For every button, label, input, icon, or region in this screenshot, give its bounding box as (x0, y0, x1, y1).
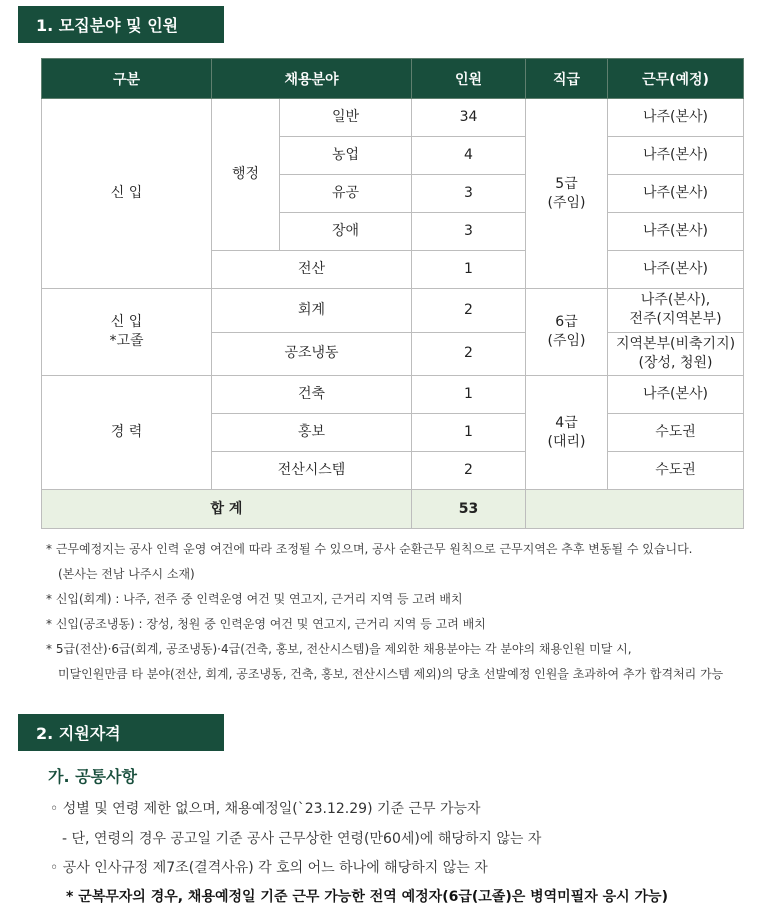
recruitment-table (41, 58, 744, 529)
location-cell: 나주(본사) (608, 251, 744, 289)
header-field: 채용분야 (212, 59, 412, 99)
field-cell: 전산 (212, 251, 412, 289)
total-label: 합 계 (42, 490, 412, 529)
location-cell: 나주(본사) (608, 213, 744, 251)
section-2-title-text: 2. 지원자격 (36, 724, 121, 743)
common-requirements-title: 가. 공통사항 (48, 767, 137, 786)
header-count: 인원 (412, 59, 526, 99)
group-new-hire: 신 입 (42, 99, 212, 289)
count-cell: 1 (412, 414, 526, 452)
count-cell: 2 (412, 289, 526, 333)
group-admin: 행정 (212, 99, 280, 251)
location-cell: 수도권 (608, 452, 744, 490)
count-cell: 1 (412, 251, 526, 289)
field-cell: 장애 (280, 213, 412, 251)
location-cell: 나주(본사) (608, 175, 744, 213)
section-2-title (18, 714, 224, 751)
group-new-hire-hs: 신 입 *고졸 (42, 289, 212, 376)
group-career: 경 력 (42, 376, 212, 490)
location-cell: 수도권 (608, 414, 744, 452)
table-row (42, 289, 744, 333)
field-cell: 농업 (280, 137, 412, 175)
table-row (42, 99, 744, 137)
count-cell: 1 (412, 376, 526, 414)
count-cell: 2 (412, 452, 526, 490)
note-line: * 근무예정지는 공사 인력 운영 여건에 따라 조정될 수 있으며, 공사 순환근무 원칙으로 근무지역은 추후 변동될 수 있습니다. (46, 542, 693, 556)
header-location: 근무(예정) (608, 59, 744, 99)
table-row (42, 376, 744, 414)
field-cell: 전산시스템 (212, 452, 412, 490)
note-line: 미달인원만큼 타 분야(전산, 회계, 공조냉동, 건축, 홍보, 전산시스템 제외)의 당초 선발예정 인원을 초과하여 추가 합격처리 가능 (58, 667, 724, 681)
count-cell: 34 (412, 99, 526, 137)
total-count: 53 (412, 490, 526, 529)
grade-5: 5급 (주임) (526, 99, 608, 289)
total-row (42, 490, 744, 529)
header-grade: 직급 (526, 59, 608, 99)
note-line: * 신입(회계) : 나주, 전주 중 인력운영 여건 및 연고지, 근거리 지역 등 고려 배치 (46, 592, 463, 606)
field-cell: 공조냉동 (212, 332, 412, 376)
note-line: * 신입(공조냉동) : 장성, 청원 중 인력운영 여건 및 연고지, 근거리 지역 등 고려 배치 (46, 617, 486, 631)
field-cell: 유공 (280, 175, 412, 213)
header-category: 구분 (42, 59, 212, 99)
location-cell: 나주(본사) (608, 99, 744, 137)
section-1-title (18, 6, 224, 43)
total-empty (526, 490, 744, 529)
location-cell: 나주(본사), 전주(지역본부) (608, 289, 744, 333)
requirement-line: - 단, 연령의 경우 공고일 기준 공사 근무상한 연령(만60세)에 해당하지 않는 자 (62, 831, 542, 847)
field-cell: 홍보 (212, 414, 412, 452)
section-1-title-text: 1. 모집분야 및 인원 (36, 16, 179, 35)
field-cell: 건축 (212, 376, 412, 414)
table-header-row (42, 59, 744, 99)
field-cell: 일반 (280, 99, 412, 137)
location-cell: 지역본부(비축기지) (장성, 청원) (608, 332, 744, 376)
military-note: * 군복무자의 경우, 채용예정일 기준 근무 가능한 전역 예정자(6급(고졸)은 병역미필자 응시 가능) (66, 889, 668, 905)
count-cell: 3 (412, 213, 526, 251)
count-cell: 4 (412, 137, 526, 175)
field-cell: 회계 (212, 289, 412, 333)
location-cell: 나주(본사) (608, 137, 744, 175)
count-cell: 3 (412, 175, 526, 213)
requirement-line: ◦ 공사 인사규정 제7조(결격사유) 각 호의 어느 하나에 해당하지 않는 자 (50, 860, 488, 876)
requirement-line: ◦ 성별 및 연령 제한 없으며, 채용예정일(`23.12.29) 기준 근무 가능자 (50, 801, 481, 817)
count-cell: 2 (412, 332, 526, 376)
location-cell: 나주(본사) (608, 376, 744, 414)
grade-4: 4급 (대리) (526, 376, 608, 490)
grade-6: 6급 (주임) (526, 289, 608, 376)
note-line: * 5급(전산)·6급(회계, 공조냉동)·4급(건축, 홍보, 전산시스템)을 제외한 채용분야는 각 분야의 채용인원 미달 시, (46, 642, 632, 656)
note-line: (본사는 전남 나주시 소재) (58, 567, 195, 581)
